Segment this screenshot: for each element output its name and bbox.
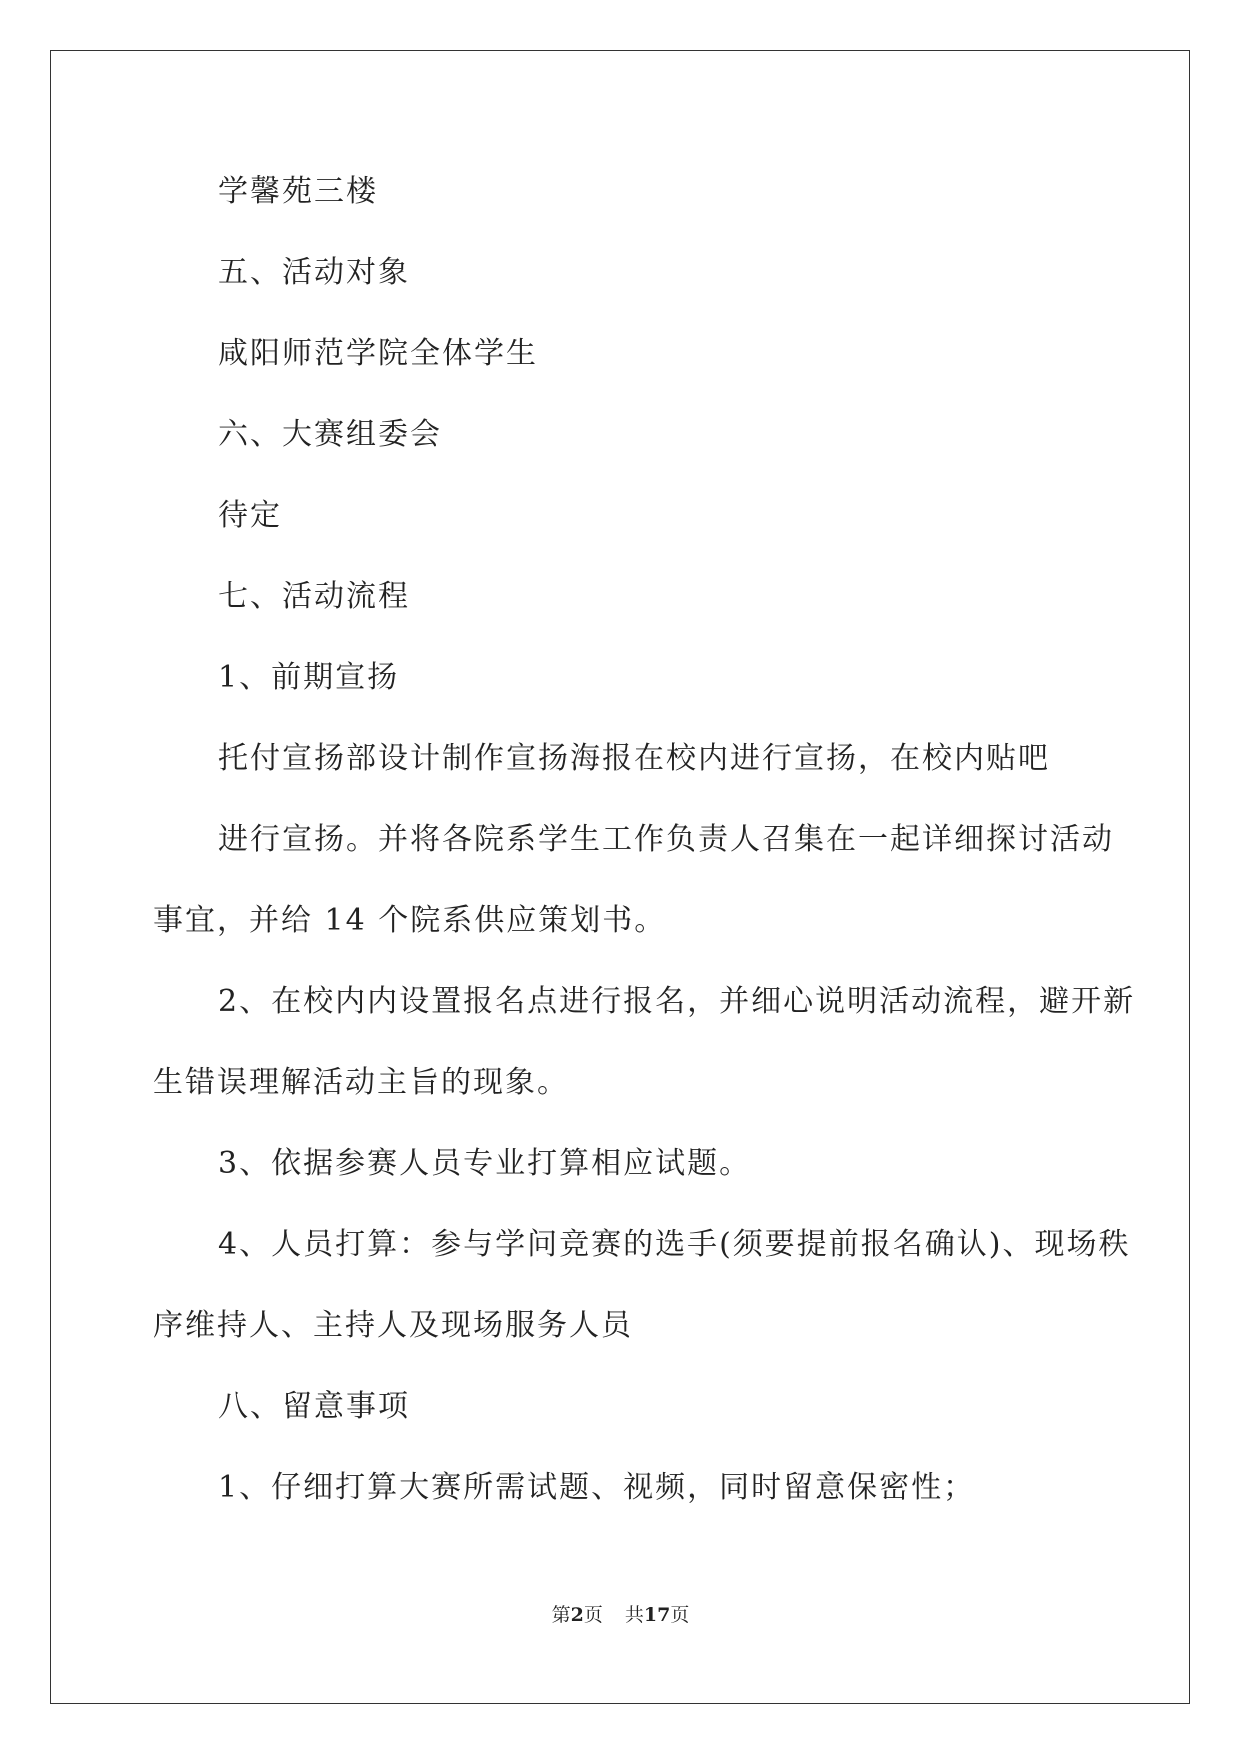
section-heading: 八、留意事项 <box>218 1389 410 1424</box>
paragraph-line: 生错误理解活动主旨的现象。 <box>153 1065 569 1100</box>
section-heading: 五、活动对象 <box>218 255 410 290</box>
paragraph-line: 进行宣扬。并将各院系学生工作负责人召集在一起详细探讨活动 <box>218 822 1114 857</box>
footer-total-pages: 17 <box>643 1604 671 1626</box>
text-line: 待定 <box>218 498 282 533</box>
paragraph-line: 序维持人、主持人及现场服务人员 <box>153 1308 633 1343</box>
section-heading: 六、大赛组委会 <box>218 417 442 452</box>
paragraph-line: 托付宣扬部设计制作宣扬海报在校内进行宣扬，在校内贴吧 <box>218 741 1050 776</box>
subsection-heading: 1、前期宣扬 <box>218 660 400 695</box>
paragraph-line: 2、在校内内设置报名点进行报名，并细心说明活动流程，避开新 <box>218 984 1136 1019</box>
footer-total-label: 页 <box>670 1604 690 1626</box>
footer-page-label: 页 <box>583 1604 603 1626</box>
paragraph-line: 3、依据参赛人员专业打算相应试题。 <box>218 1146 752 1181</box>
text-line: 咸阳师范学院全体学生 <box>218 336 538 371</box>
footer-total-prefix: 共 <box>624 1604 644 1626</box>
footer-prefix: 第 <box>551 1604 571 1626</box>
footer-current-page: 2 <box>570 1604 584 1626</box>
section-heading: 七、活动流程 <box>218 579 410 614</box>
paragraph-line: 4、人员打算：参与学问竞赛的选手(须要提前报名确认)、现场秩 <box>218 1227 1131 1262</box>
paragraph-line: 事宜，并给 14 个院系供应策划书。 <box>153 903 667 938</box>
page-footer <box>0 1600 1241 1627</box>
text-line: 学馨苑三楼 <box>218 174 378 209</box>
paragraph-line: 1、仔细打算大赛所需试题、视频，同时留意保密性； <box>218 1470 976 1505</box>
page-frame <box>50 50 1190 1704</box>
